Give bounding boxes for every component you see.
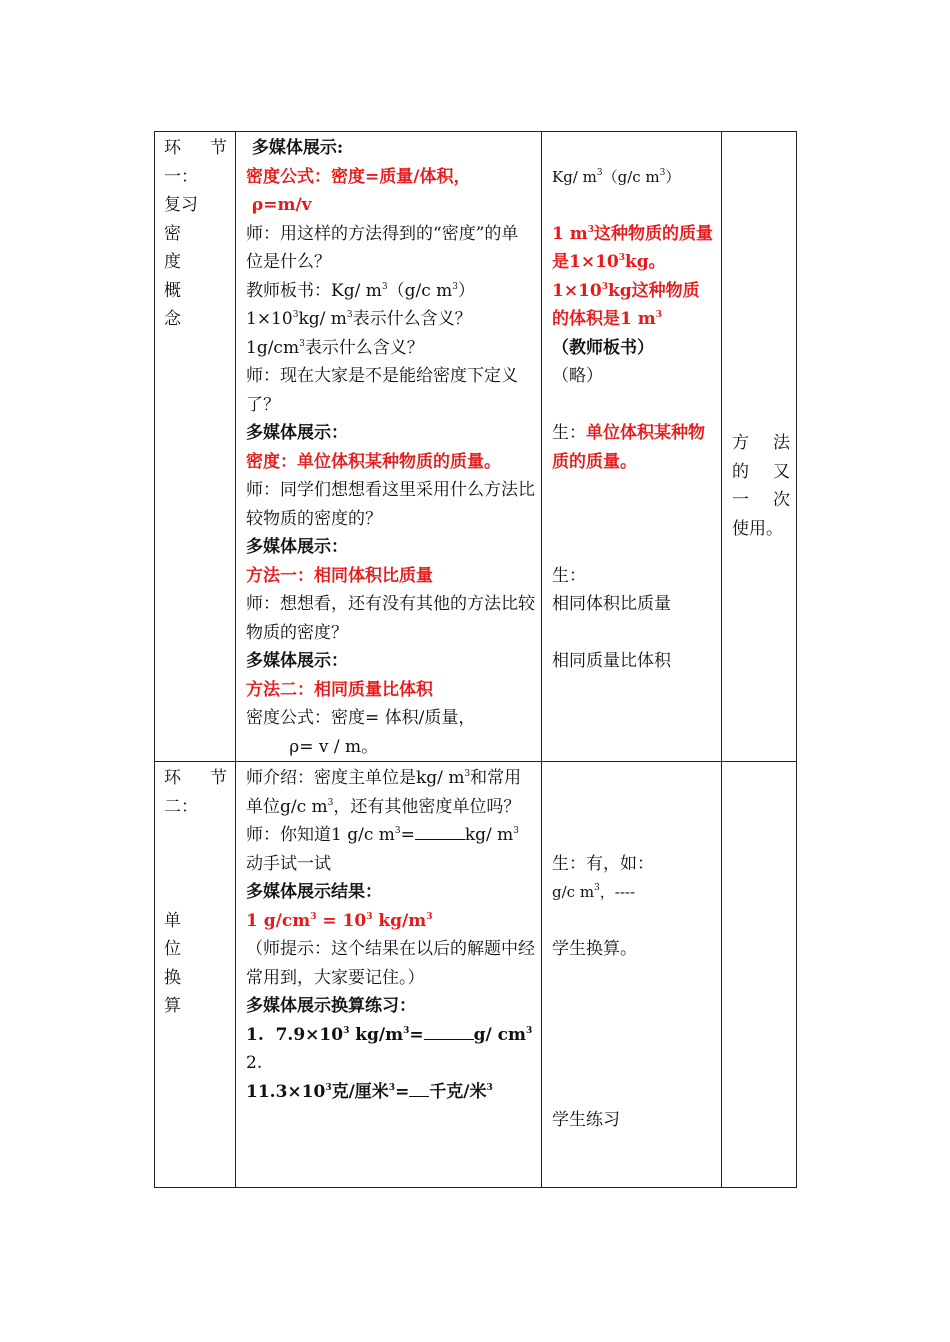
student-line: [552, 505, 715, 534]
content-line: 密度公式：密度= 体积/质量，: [246, 708, 476, 728]
content-line: 1. $7.9\times 10^3$ $kg/m^3= g/$ $cm^3$: [246, 1021, 535, 1050]
content-line: 教师板书：Kg/ $m^3(g/c$ $m^3$）: [246, 280, 475, 301]
stage-label: 换: [164, 967, 181, 988]
stage-label: 复习: [164, 195, 198, 215]
content-line: 师：想想看，还有没有其他的方法比较物质的密度？: [246, 594, 535, 643]
content-line: 多媒体展示：: [246, 651, 348, 671]
student-line: 生：有，如：: [552, 853, 654, 874]
stage-label: 度: [164, 252, 181, 272]
stage-label: 概: [164, 280, 181, 301]
content-line: 师：现在大家是不是能给密度下定义了？: [246, 366, 518, 415]
stage-label: 密: [164, 223, 181, 244]
student-line: 学生练习: [552, 1110, 620, 1130]
content-line: 方法一：相同体积比质量: [246, 565, 433, 586]
stage-label: [164, 878, 227, 907]
student-line: [552, 907, 715, 936]
content-line: $1g/cm^3$表示什么含义？: [246, 337, 424, 358]
content-cell: [236, 132, 542, 762]
student-line: 生：: [552, 565, 586, 586]
student-line: [552, 793, 715, 822]
stage-label: [164, 850, 227, 879]
stage-label: 念: [164, 309, 181, 329]
student-line: [552, 964, 715, 993]
student-line: （教师板书）: [552, 337, 654, 358]
student-line: 相同质量比体积: [552, 651, 671, 671]
content-line: ρ=m/v: [246, 195, 312, 215]
content-line: 师：同学们想想看这里采用什么方法比较物质的密度的？: [246, 480, 535, 529]
note-line: 一 次: [732, 490, 790, 510]
note-cell: [722, 132, 797, 762]
student-line: [552, 134, 715, 163]
stage-label: [164, 821, 227, 850]
content-line: $1\times 10^3kg/$ $m^3$表示什么含义？: [246, 309, 472, 329]
content-line: 师：用这样的方法得到的“密度”的单位是什么？: [246, 223, 519, 272]
student-line: [552, 533, 715, 562]
stage-label: 环 节: [164, 768, 227, 788]
note-line: 使用。: [732, 518, 783, 539]
student-line: [552, 1078, 715, 1107]
stage-label: 一：: [164, 166, 198, 187]
student-line: g/c $m^3$，----: [552, 883, 636, 901]
content-line: 多媒体展示换算练习：: [246, 996, 416, 1016]
lesson-plan-table: [154, 131, 797, 1188]
content-line: $11.3\times 10^3$克/厘米$^3$= 千克/米$^3$: [246, 1078, 535, 1107]
content-line: ρ= v / m。: [246, 736, 379, 757]
student-line: [552, 619, 715, 648]
content-line: 1 $g/cm^3 = 10^3$ $kg/m^3$: [246, 910, 433, 931]
student-line: 生：单位体积某种物质的质量。: [552, 423, 705, 472]
content-cell: [236, 762, 542, 1188]
content-line: 多媒体展示:: [246, 138, 344, 158]
stage-label: 算: [164, 996, 181, 1016]
content-line: 动手试一试: [246, 853, 331, 874]
student-line: 学生换算。: [552, 939, 637, 959]
content-line: 密度公式：密度=质量/体积，: [246, 166, 471, 187]
student-line: [552, 1049, 715, 1078]
student-line: [552, 391, 715, 420]
student-cell: [542, 762, 722, 1188]
stage-cell: [155, 132, 236, 762]
stage-label: 环 节: [164, 138, 227, 158]
stage-label: 位: [164, 939, 181, 959]
note-line: 方 法: [732, 433, 790, 453]
student-line: [552, 764, 715, 793]
student-line: [552, 191, 715, 220]
content-line: 师介绍：密度主单位是kg/ $m^3$和常用单位g/c $m^3$，还有其他密度单位吗？: [246, 768, 522, 817]
table-row: [155, 762, 797, 1188]
student-line: [552, 476, 715, 505]
table-row: [155, 132, 797, 762]
student-line: （略）: [552, 366, 603, 386]
content-line: 多媒体展示：: [246, 423, 348, 443]
content-line: 多媒体展示：: [246, 537, 348, 557]
content-line: 2.: [246, 1053, 263, 1073]
stage-cell: [155, 762, 236, 1188]
student-line: Kg/ $m^3(g/c$ $m^3$）: [552, 167, 681, 186]
note-line: 的 又: [732, 461, 790, 482]
note-cell: [722, 762, 797, 1188]
content-line: 多媒体展示结果：: [246, 882, 382, 902]
student-cell: [542, 132, 722, 762]
student-line: $1\times 10^3kg$这种物质的体积是1 $m^3$: [552, 280, 700, 329]
content-line: 方法二：相同质量比体积: [246, 679, 433, 700]
content-line: （师提示：这个结果在以后的解题中经常用到，大家要记住。）: [246, 939, 535, 988]
student-line: 1 $m^3$这种物质的质量是$1\times 10^3kg$。: [552, 223, 714, 272]
content-line: 密度：单位体积某种物质的质量。: [246, 451, 501, 472]
student-line: [552, 992, 715, 1021]
stage-label: 二：: [164, 796, 198, 817]
student-line: [552, 821, 715, 850]
student-line: 相同体积比质量: [552, 594, 671, 614]
content-line: 师：你知道1 g/c $m^3= kg/$ $m^3$: [246, 821, 535, 850]
student-line: [552, 1021, 715, 1050]
stage-label: 单: [164, 910, 181, 931]
